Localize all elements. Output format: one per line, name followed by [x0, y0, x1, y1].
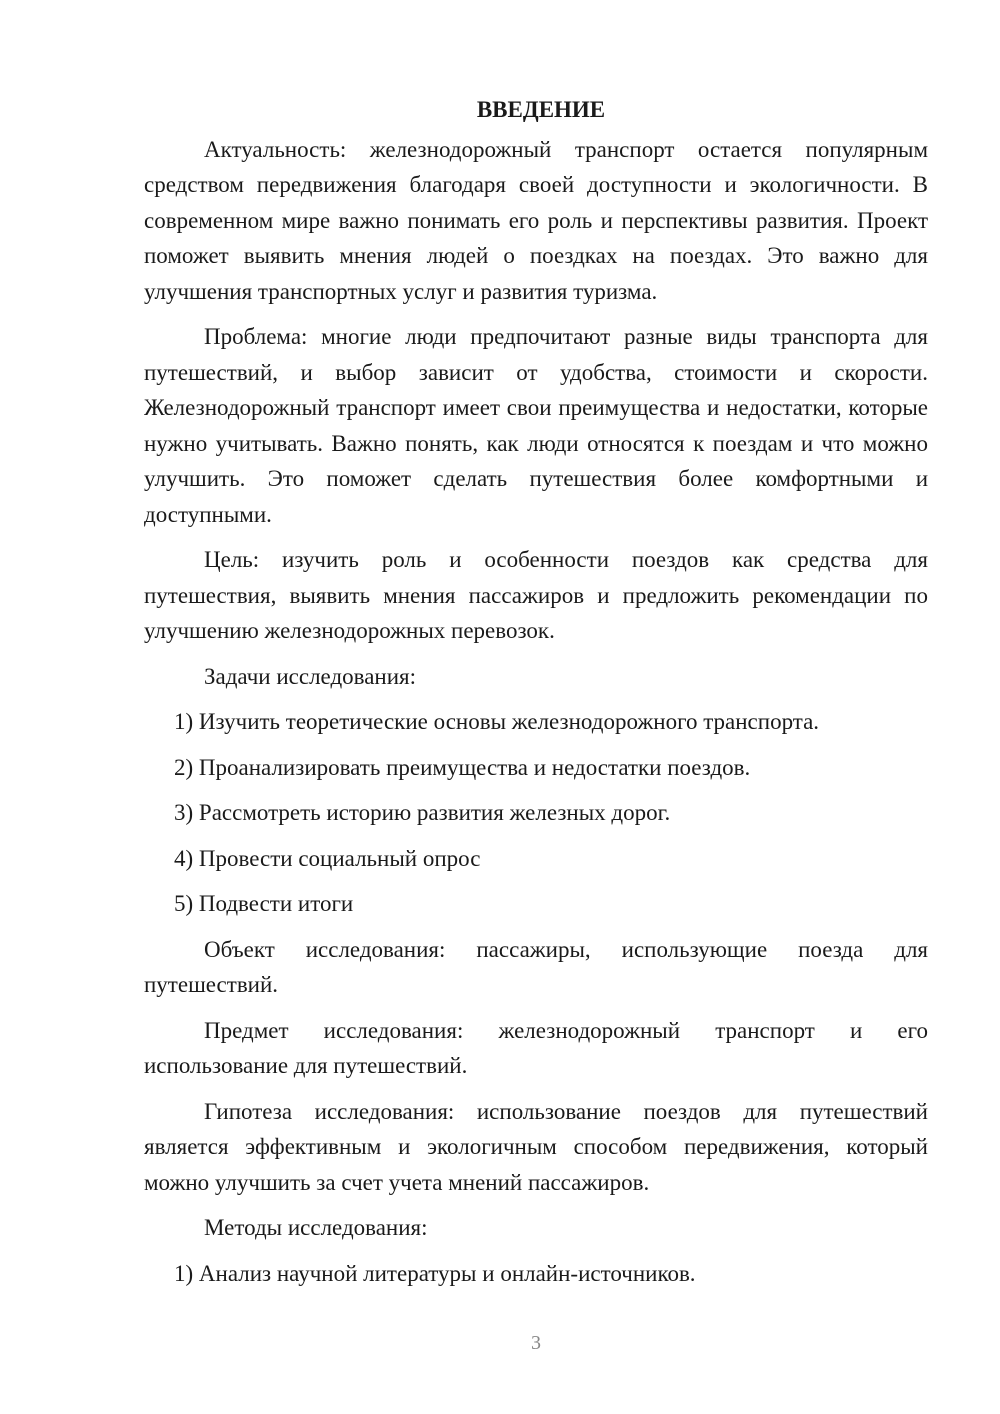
document-page — [144, 92, 928, 1301]
tasks-heading: Задачи исследования: — [204, 663, 417, 689]
task-item: 2) Проанализировать преимущества и недостатки поездов. — [174, 754, 751, 780]
subject-paragraph: Предмет исследования: железнодорожный транспорт и его использование для путешествий. — [144, 1017, 928, 1078]
relevance-paragraph: Актуальность: железнодорожный транспорт остается популярным средством передвижения благодаря своей доступности и экологичности. В современном мире важно понимать его роль и перспективы развития. Проект поможет выявить мнения людей о поездках на поездах. Это важно для улучшения транспортных услуг и развития туризма. — [144, 136, 928, 304]
object-paragraph: Объект исследования: пассажиры, использующие поезда для путешествий. — [144, 936, 928, 997]
problem-paragraph: Проблема: многие люди предпочитают разные виды транспорта для путешествий, и выбор зависит от удобства, стоимости и скорости. Железнодорожный транспорт имеет свои преимущества и недостатки, которые нужно учитывать. Важно понять, как люди относятся к поездам и что можно улучшить. Это поможет сделать путешествия более комфортными и доступными. — [144, 324, 928, 527]
page-number: 3 — [531, 1332, 541, 1354]
task-item: 1) Изучить теоретические основы железнодорожного транспорта. — [174, 709, 820, 734]
task-item: 5) Подвести итоги — [174, 891, 354, 916]
task-item: 4) Провести социальный опрос — [174, 845, 481, 871]
hypothesis-paragraph: Гипотеза исследования: использование поездов для путешествий является эффективным и экологичным способом передвижения, который можно улучшить за счет учета мнений пассажиров. — [144, 1098, 928, 1195]
task-item: 3) Рассмотреть историю развития железных дорог. — [174, 800, 671, 825]
goal-paragraph: Цель: изучить роль и особенности поездов как средства для путешествия, выявить мнения пассажиров и предложить рекомендации по улучшению железнодорожных перевозок. — [144, 547, 928, 643]
methods-heading: Методы исследования: — [204, 1215, 428, 1240]
page-title: ВВЕДЕНИЕ — [476, 97, 606, 122]
method-item: 1) Анализ научной литературы и онлайн-источников. — [174, 1260, 696, 1286]
